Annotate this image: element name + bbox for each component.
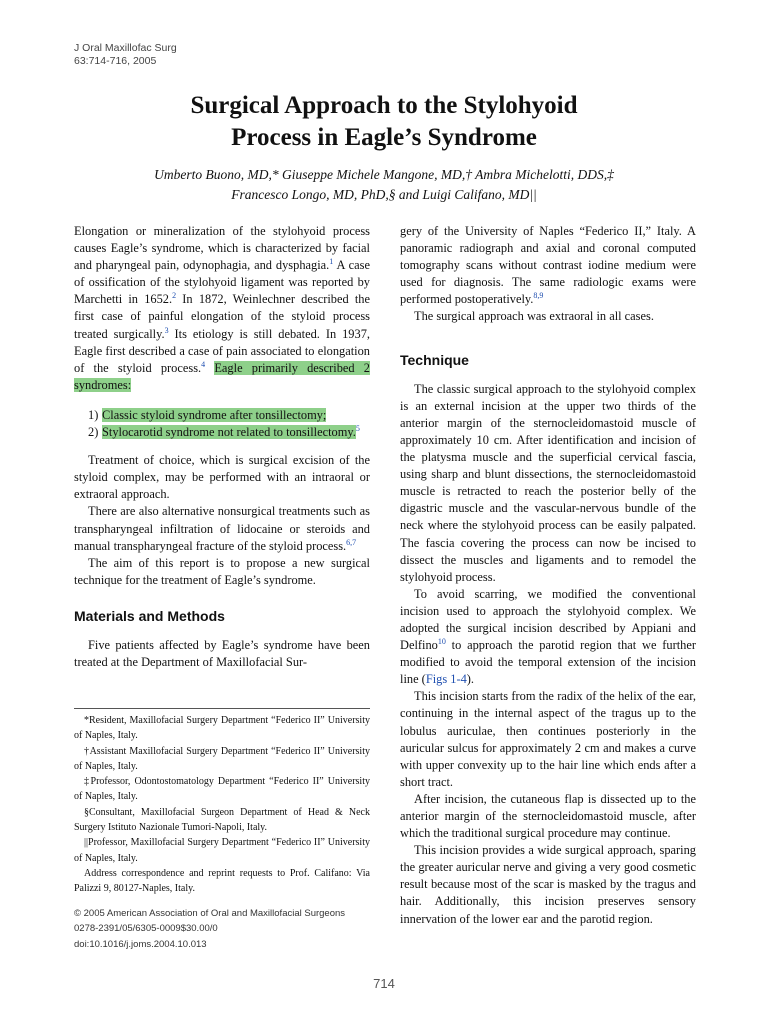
extraoral-paragraph: The surgical approach was extraoral in all cases. xyxy=(414,309,654,324)
correspondence-note: Address correspondence and reprint requests to Prof. Califano: Via Palizzi 9, 80127-Naples, Italy. xyxy=(74,867,370,895)
highlighted-text: Eagle primarily described 2 syndromes: xyxy=(74,360,371,392)
technique-paragraph: The classic surgical approach to the stylohyoid complex is an external incision at the upper two thirds of the anterior margin of the sternocleidomastoid muscle of approximately 10 cm. After identification and incision of the platysma muscle and the superficial cervical fascia, using sharp and blunt dissections, the sternocleidomastoid muscle is retracted to reach the posterior belly of the digastric muscle and the vascular-nervous bundle of the neck where the stylohyoid process can be easily palpated. The fascia covering the process can now be incised to dissect the muscles and ligaments and to remodel the stylohyoid process. xyxy=(400,381,696,584)
journal-name: J Oral Maxillofac Surg xyxy=(74,42,177,54)
methods-continued-paragraph: gery of the University of Naples “Federico II,” Italy. A panoramic radiograph and axial and coronal computed tomography scans without contrast iodine medium were used for diagnosis. The same radiologic exams were performed postoperatively.$^{8,9}$ xyxy=(400,224,696,307)
right-column xyxy=(400,223,696,928)
doi-line: doi:10.1016/j.joms.2004.10.013 xyxy=(74,938,207,950)
footnote: †Assistant Maxillofacial Surgery Department “Federico II” University of Naples, Italy. xyxy=(74,745,370,772)
incision-paragraph: This incision starts from the radix of the helix of the ear, continuing in the internal aspect of the tragus up to the lobulus auriculae, then continues posteriorly in the auricular sulcus for approximately 2 cm and makes a curve with upper convexity up to the hair line which ends after a short tract. xyxy=(400,689,696,789)
author-list xyxy=(0,165,768,205)
article-title xyxy=(0,90,768,154)
journal-volume-pages: 63:714-716, 2005 xyxy=(74,55,157,67)
flap-paragraph: After incision, the cutaneous flap is dissected up to the anterior margin of the sternocleidomastoid muscle, after which the traditional surgical procedure may continue. xyxy=(400,791,696,841)
footnote: *Resident, Maxillofacial Surgery Department “Federico II” University of Naples, Italy. xyxy=(74,715,370,742)
list-number: 2) xyxy=(88,425,99,440)
footnote: §Consultant, Maxillofacial Surgeon Department of Head & Neck Surgery Istituto Nazionale Tumori-Napoli, Italy. xyxy=(74,806,370,834)
syndrome-list xyxy=(74,407,370,441)
journal-citation xyxy=(74,42,177,68)
copyright-line: © 2005 American Association of Oral and Maxillofacial Surgeons xyxy=(74,908,346,919)
ref-link-2[interactable]: 2 xyxy=(172,291,177,301)
list-number: 1) xyxy=(88,407,99,422)
title-line-2: Process in Eagle’s Syndrome xyxy=(231,124,537,151)
aim-paragraph: The aim of this report is to propose a new surgical technique for the treatment of Eagle’s syndrome. xyxy=(74,555,370,587)
title-line-1: Surgical Approach to the Stylohyoid xyxy=(190,92,578,119)
ref-link-8-9[interactable]: 8,9 xyxy=(533,291,544,301)
authors-line-2: Francesco Longo, MD, PhD,§ and Luigi Califano, MD|| xyxy=(231,187,537,202)
list-item xyxy=(74,407,370,424)
ref-link-10[interactable]: 10 xyxy=(437,637,446,647)
list-item xyxy=(74,424,370,441)
author-footnotes xyxy=(74,713,370,897)
ref-link-1[interactable]: 1 xyxy=(329,257,334,267)
list-item-text: Classic styloid syndrome after tonsillectomy; xyxy=(102,407,327,422)
methods-paragraph: Five patients affected by Eagle’s syndrome have been treated at the Department of Maxillofacial Sur- xyxy=(74,637,370,670)
footnote: ||Professor, Maxillofacial Surgery Department “Federico II” University of Naples, Italy. xyxy=(74,837,370,864)
footnote-divider xyxy=(74,708,370,709)
footnote: ‡Professor, Odontostomatology Department “Federico II” University of Naples, Italy. xyxy=(74,776,370,803)
ref-link-6-7[interactable]: 6,7 xyxy=(346,537,357,547)
page-number: 714 xyxy=(373,976,395,991)
ref-link-4[interactable]: 4 xyxy=(201,359,206,369)
intro-paragraph: Elongation or mineralization of the stylohyoid process causes Eagle’s syndrome, which is characterized by facial and pharyngeal pain, odynophagia, and dysphagia.$^1$ A case of ossification of the stylohyoid ligament was reported by Marchetti in 1652.$^2$ In 1872, Weinlechner described the first case of painful elongation of the styloid process treated surgically.$^3$ Its etiology is still debated. In 1937, Eagle first described a case of pain associated to elongation of the styloid process.$^4$ Eagle primarily described 2 syndromes: xyxy=(74,224,371,392)
figure-link[interactable]: Figs 1-4 xyxy=(425,672,467,687)
modification-paragraph: To avoid scarring, we modified the conventional incision used to approach the stylohyoid complex. We adopted the surgical incision described by Appiani and Delfino$^{10}$ to approach the parotid region that we further modified to avoid the temporal extension of the incision line (Figs 1-4). xyxy=(400,586,696,687)
left-column xyxy=(74,223,370,671)
list-item-text: Stylocarotid syndrome not related to tonsillectomy. xyxy=(102,425,356,440)
section-heading-technique: Technique xyxy=(400,351,469,368)
section-heading-methods: Materials and Methods xyxy=(74,607,225,624)
issn-line: 0278-2391/05/6305-0009$30.00/0 xyxy=(74,923,218,935)
copyright-block xyxy=(74,906,370,952)
treatment-paragraph: Treatment of choice, which is surgical excision of the styloid complex, may be performed with an intraoral or extraoral approach. xyxy=(74,453,370,502)
ref-link-3[interactable]: 3 xyxy=(164,325,169,335)
ref-link-5[interactable]: 5 xyxy=(355,424,360,434)
alternative-paragraph: There are also alternative nonsurgical treatments such as transpharyngeal infiltration of lidocaine or steroids and manual transpharyngeal fracture of the styloid process.$^{6,7}$ xyxy=(74,504,370,553)
benefit-paragraph: This incision provides a wide surgical approach, sparing the greater auricular nerve and giving a very good cosmetic result because most of the scar is masked by the tragus and hair. Additionally, this incision preserves sensory innervation of the lower ear and the parotid region. xyxy=(400,843,696,926)
authors-line-1: Umberto Buono, MD,* Giuseppe Michele Mangone, MD,† Ambra Michelotti, DDS,‡ xyxy=(154,167,614,182)
